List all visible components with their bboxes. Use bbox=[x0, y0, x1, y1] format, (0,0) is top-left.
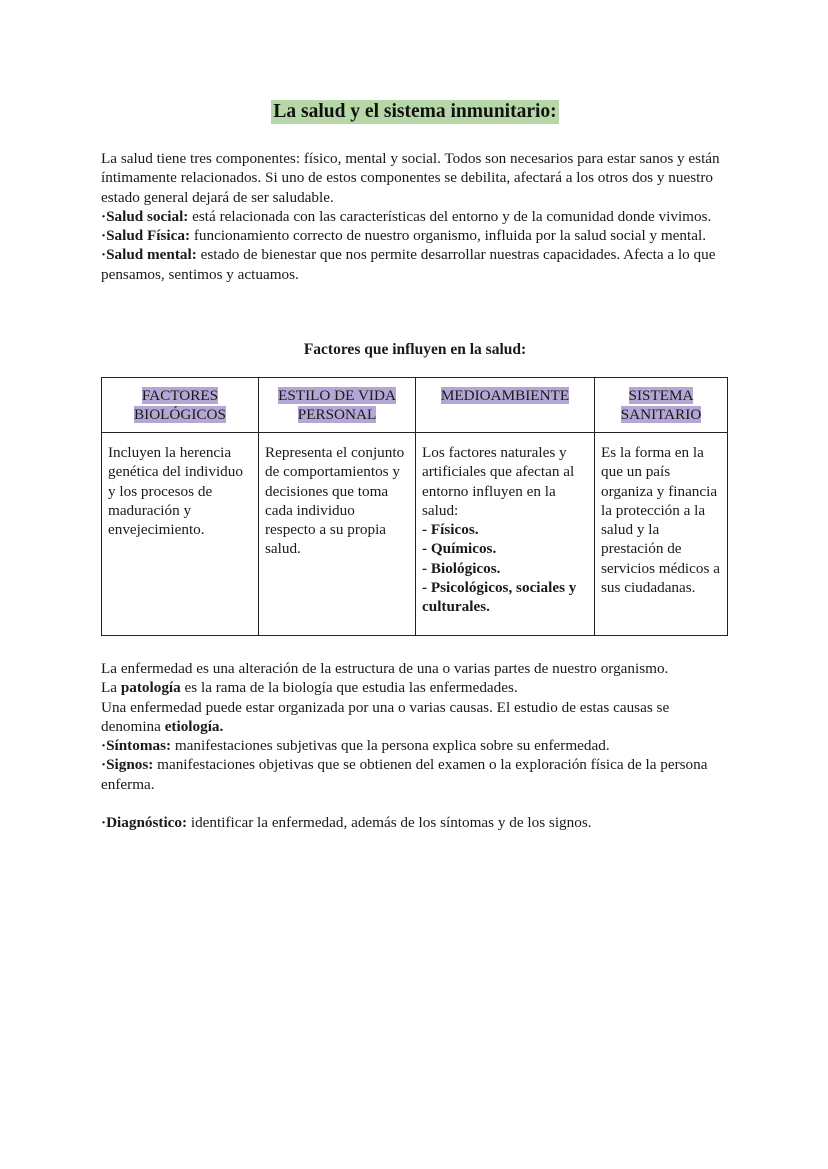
definition-text: funcionamiento correcto de nuestro organismo, influida por la salud social y mental. bbox=[190, 227, 706, 245]
definition-text: identificar la enfermedad, además de los síntomas y de los signos. bbox=[187, 814, 592, 832]
list-item: - Físicos. bbox=[422, 521, 479, 539]
etiologia-line bbox=[101, 698, 731, 737]
term: patología bbox=[120, 679, 181, 697]
definition-diagnostico bbox=[101, 813, 731, 832]
term: ·Signos: bbox=[101, 756, 154, 774]
list-item: - Biológicos. bbox=[422, 559, 501, 577]
header-cell bbox=[416, 378, 595, 433]
header-label: FACTORES BIOLÓGICOS bbox=[134, 387, 226, 424]
list-item: - Químicos. bbox=[422, 540, 497, 558]
factors-table bbox=[101, 377, 728, 636]
section-subtitle: Factores que influyen en la salud: bbox=[303, 341, 527, 358]
spacer bbox=[101, 794, 731, 813]
definition-signos bbox=[101, 755, 731, 794]
disease-line: La enfermedad es una alteración de la estructura de una o varias partes de nuestro organismo. bbox=[101, 660, 669, 677]
term: etiología. bbox=[164, 717, 224, 735]
definition-salud-social bbox=[101, 207, 731, 226]
text: La bbox=[101, 679, 121, 697]
table-header-row bbox=[102, 378, 728, 433]
cell-sanitario: Es la forma en la que un país organiza y financia la protección a la salud y la prestación de servicios médicos a sus ciudadanas. bbox=[595, 433, 728, 636]
patologia-line bbox=[101, 678, 731, 697]
page-title: La salud y el sistema inmunitario: bbox=[273, 101, 557, 122]
title-wrap bbox=[101, 100, 729, 124]
header-label: SISTEMA SANITARIO bbox=[620, 387, 702, 424]
header-cell bbox=[259, 378, 416, 433]
header-label: ESTILO DE VIDA PERSONAL bbox=[278, 387, 396, 424]
header-cell bbox=[102, 378, 259, 433]
term: ·Salud Física: bbox=[101, 227, 191, 245]
intro-section bbox=[101, 149, 731, 284]
text: Una enfermedad puede estar organizada por una o varias causas. El estudio de estas causas se denomina bbox=[101, 698, 670, 735]
definition-text: está relacionada con las características del entorno y de la comunidad donde vivimos. bbox=[188, 207, 712, 225]
cell-estilo: Representa el conjunto de comportamientos y decisiones que toma cada individuo respecto a su propia salud. bbox=[259, 433, 416, 636]
text: es la rama de la biología que estudia las enfermedades. bbox=[180, 679, 518, 697]
definition-text: manifestaciones objetivas que se obtienen del examen o la exploración física de la persona enferma. bbox=[101, 756, 708, 793]
medio-intro: Los factores naturales y artificiales que afectan al entorno influyen en la salud: bbox=[422, 444, 575, 519]
term: ·Diagnóstico: bbox=[101, 814, 188, 832]
cell-medioambiente bbox=[416, 433, 595, 636]
definition-sintomas bbox=[101, 736, 731, 755]
disease-section bbox=[101, 659, 731, 833]
list-item: - Psicológicos, sociales y culturales. bbox=[422, 579, 577, 616]
term: ·Salud mental: bbox=[101, 246, 197, 264]
term: ·Salud social: bbox=[101, 207, 189, 225]
intro-paragraph: La salud tiene tres componentes: físico, mental y social. Todos son necesarios para estar sanos y están íntimamente relacionados. Si uno de estos componentes se debilita, afectará a los otros dos y nuestro estado general dejará de ser saludable. bbox=[101, 150, 720, 206]
definition-text: manifestaciones subjetivas que la persona explica sobre su enfermedad. bbox=[171, 737, 610, 755]
header-cell bbox=[595, 378, 728, 433]
header-label: MEDIOAMBIENTE bbox=[440, 387, 570, 404]
term: ·Síntomas: bbox=[101, 737, 172, 755]
table-row bbox=[102, 433, 728, 636]
definition-text: estado de bienestar que nos permite desarrollar nuestras capacidades. Afecta a lo que pensamos, sentimos y actuamos. bbox=[101, 246, 716, 283]
definition-salud-mental bbox=[101, 245, 731, 284]
cell-biologicos: Incluyen la herencia genética del individuo y los procesos de maduración y envejecimiento. bbox=[102, 433, 259, 636]
definition-salud-fisica bbox=[101, 226, 731, 245]
